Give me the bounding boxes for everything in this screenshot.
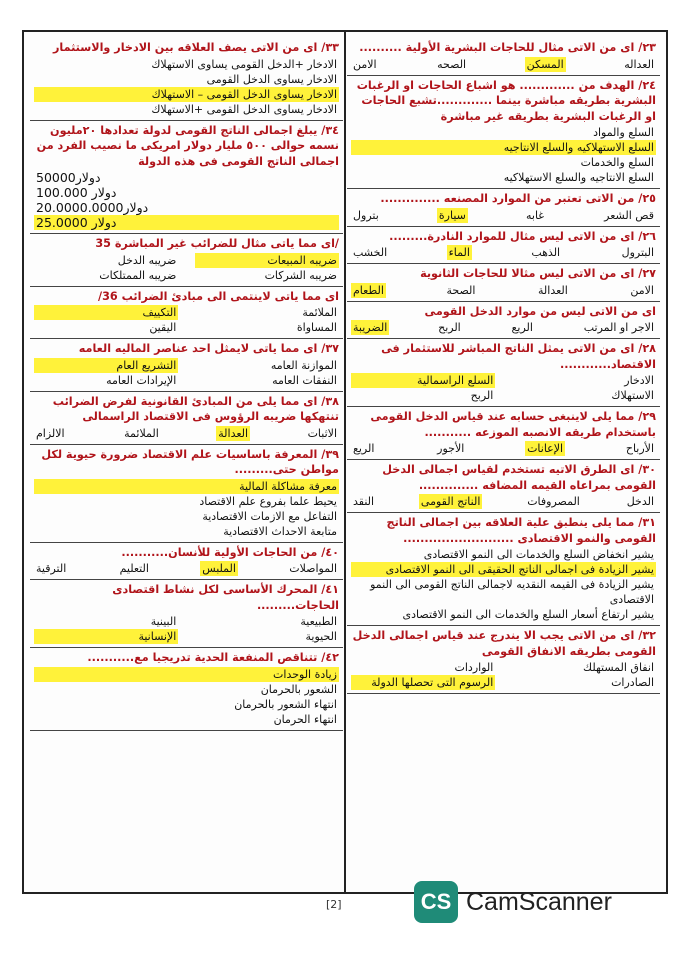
camscanner-watermark — [414, 880, 644, 924]
answer-option: الاثبات — [307, 426, 337, 440]
answer-options — [351, 441, 656, 456]
question-block — [30, 648, 343, 731]
answer-option: الأرباح — [625, 442, 654, 455]
answer-option: الربح — [470, 389, 494, 402]
answer-option: متابعة الاحداث الاقتصادية — [223, 524, 337, 538]
answer-options — [34, 57, 339, 117]
answer-option: الريع — [353, 442, 375, 455]
answer-option: العداله — [624, 57, 654, 71]
correct-answer-option: الناتج القومى — [420, 495, 481, 508]
answer-options — [351, 660, 656, 690]
answer-option: 20.0000.0000دولار — [36, 200, 149, 215]
answer-option: البترول — [621, 246, 654, 259]
answer-option: الريع — [511, 321, 533, 334]
question-text: ٢٤/ الهدف من ............. هو اشباع الحاجات او الرغبات البشرية بطريقه مباشرة بينما .............تشبع الحاجات او الرغبات البشرية بطريقه غير مباشرة — [356, 78, 656, 123]
correct-answer-option: 25.0000 دولار — [34, 215, 339, 230]
answer-option: الشعور بالحرمان — [260, 682, 337, 696]
answer-option: السلع والمواد — [593, 126, 654, 139]
answer-option: الاجر او المرتب — [583, 321, 654, 334]
question-block — [30, 121, 343, 235]
question-text: ٢٥/ من الاتى تعتبر من الموارد المصنعه .............. — [380, 192, 656, 205]
correct-answer-option: الماء — [448, 246, 470, 259]
question-text: ٤١/ المحرك الأساسى لكل نشاط اقتصادى الحاجات......... — [112, 583, 339, 612]
answer-option: التفاعل مع الازمات الاقتصادية — [202, 509, 337, 523]
answer-option: الإيرادات العامه — [106, 373, 177, 387]
answer-options — [351, 208, 656, 223]
question-text: اى من الاتى ليس من موارد الدخل القومى — [424, 304, 656, 318]
answer-option: الحيوية — [305, 630, 337, 643]
answer-option: الخشب — [353, 246, 388, 259]
correct-answer-option: الرسوم التى تحصلها الدولة — [351, 675, 495, 690]
answer-options — [34, 426, 339, 441]
question-block — [30, 543, 343, 581]
answer-option: بترول — [353, 208, 379, 222]
question-block — [347, 189, 660, 227]
answer-option: المساواة — [296, 321, 337, 334]
answer-option: الملائمة — [302, 306, 337, 319]
answer-option: الادخار يساوى الدخل القومى — [206, 72, 337, 86]
question-text: ٢٩/ مما يلى لاينبغى حسابه عند قياس الدخل القومى باستخدام طريقه الانصبه الموزعه ........... — [370, 410, 656, 439]
correct-answer-option: يشير الزيادة فى اجمالى الناتج الحقيقى الى النمو الاقتصادى — [351, 562, 656, 577]
answer-option: التعليم — [119, 562, 149, 575]
answer-option: ضريبه الشركات — [264, 268, 337, 282]
answer-option: غابه — [525, 208, 545, 222]
answer-options — [34, 479, 339, 539]
question-text: ٢٨/ اى من الاتى يمثل الناتج المباشر للاستثمار فى الاقتصاد............ — [381, 342, 656, 371]
answer-options — [34, 614, 339, 644]
answer-option: النقد — [353, 495, 375, 508]
answer-options — [351, 547, 656, 622]
question-block — [347, 76, 660, 190]
answer-option: 50000دولار — [36, 170, 101, 185]
answer-option: البينية — [150, 615, 177, 628]
correct-answer-option: الإنسانية — [34, 629, 178, 644]
camscanner-logo-icon: CS — [414, 881, 458, 923]
answer-option: المصروفات — [527, 495, 580, 508]
answer-options — [34, 253, 339, 283]
question-block — [30, 445, 343, 543]
answer-option: السلع الانتاجيه والسلع الاستهلاكيه — [503, 171, 654, 184]
answer-option: الواردات — [454, 661, 494, 674]
answer-option: السلع والخدمات — [580, 156, 654, 169]
answer-options — [34, 667, 339, 727]
answer-option: الادخار — [624, 374, 654, 387]
answer-options — [351, 494, 656, 509]
answer-options — [34, 561, 339, 576]
answer-option: انتهاء الحرمان — [273, 712, 337, 726]
answer-options — [34, 305, 339, 335]
answer-option: الاستهلاك — [611, 389, 654, 402]
question-text: ٤٢/ تتناقص المنفعة الحدية تدريجيا مع........... — [87, 651, 339, 664]
question-block — [347, 264, 660, 302]
answer-option: الامن — [630, 283, 654, 297]
answer-option: الامن — [353, 57, 377, 71]
question-block — [347, 513, 660, 626]
question-text: اى مما ياتى لاينتمى الى مبادئ الضرائب 36/ — [98, 289, 339, 303]
right-question-column — [347, 38, 660, 886]
exam-page — [22, 30, 668, 894]
correct-answer-option: السلع الراسمالية — [351, 373, 495, 388]
question-block — [347, 626, 660, 694]
correct-answer-option: المسكن — [526, 57, 564, 71]
answer-option: ضريبه الممتلكات — [99, 268, 177, 282]
answer-option: ضريبه الدخل — [117, 253, 177, 267]
answer-options — [351, 320, 656, 335]
answer-options — [351, 245, 656, 260]
question-block — [30, 234, 343, 287]
page-number: [2] — [326, 898, 342, 911]
camscanner-brand-text: CamScanner — [466, 887, 612, 916]
question-block — [347, 38, 660, 76]
answer-option: اليقين — [149, 321, 177, 334]
answer-option: الادخار +الدخل القومى يساوى الاستهلاك — [151, 57, 337, 71]
answer-option: الالزام — [36, 426, 65, 440]
question-text: ٢٦/ اى من الاتى ليس مثال للموارد النادرة......... — [389, 229, 656, 243]
question-block — [30, 287, 343, 340]
answer-options — [34, 170, 339, 230]
correct-answer-option: التكييف — [34, 305, 178, 320]
question-block — [347, 407, 660, 460]
answer-option: الموازنة العامه — [270, 358, 337, 372]
column-divider — [344, 32, 346, 892]
answer-options — [351, 283, 656, 298]
answer-option: الصادرات — [611, 676, 654, 689]
correct-answer-option: الملبس — [202, 562, 236, 575]
answer-option: يشير انخفاض السلع والخدمات الى النمو الاقتصادى — [423, 548, 654, 561]
question-text: ٣١/ مما يلى ينطبق علية العلاقه بين اجمالى الناتج القومى والنمو الاقتصادى .......................... — [386, 516, 656, 545]
question-block — [30, 339, 343, 392]
question-text: ٣٢/ اى من الاتى يجب الا يندرج عند قياس اجمالى الدخل القومى بطريقه الانفاق القومى — [352, 629, 656, 658]
answer-option: الصحه — [437, 57, 467, 71]
correct-answer-option: سيارة — [438, 208, 466, 222]
answer-option: الدخل — [626, 495, 654, 508]
answer-option: الترقية — [36, 562, 67, 575]
answer-option: 100.000 دولار — [36, 185, 117, 200]
answer-option: الذهب — [531, 246, 561, 259]
question-text: /اى مما ياتى مثال للضرائب غير المباشرة 35 — [95, 237, 339, 250]
correct-answer-option: زيادة الوحدات — [34, 667, 339, 682]
correct-answer-option: الإعانات — [527, 442, 564, 455]
question-block — [347, 460, 660, 513]
answer-option: الأجور — [437, 442, 465, 455]
correct-answer-option: معرفة مشاكلة المالية — [34, 479, 339, 494]
question-block — [347, 302, 660, 340]
correct-answer-option: التشريع العام — [34, 358, 178, 373]
correct-answer-option: ضريبه المبيعات — [195, 253, 339, 268]
answer-option: النفقات العامه — [272, 373, 337, 387]
answer-options — [351, 125, 656, 185]
answer-option: الطبيعية — [300, 615, 337, 628]
answer-option: العدالة — [538, 283, 568, 297]
answer-option: الصحة — [446, 283, 476, 297]
answer-options — [34, 358, 339, 388]
left-question-column — [30, 38, 343, 886]
correct-answer-option: الطعام — [353, 283, 384, 297]
answer-options — [351, 373, 656, 403]
question-block — [347, 227, 660, 265]
answer-options — [351, 57, 656, 72]
question-text: ٣٣/ اى من الاتى يصف العلاقه بين الادخار والاستثمار — [52, 41, 339, 54]
answer-option: الملائمة — [124, 426, 159, 440]
answer-option: يحيط علما بفروع علم الاقتصاد — [199, 494, 337, 508]
correct-answer-option: العدالة — [218, 426, 249, 440]
answer-option: قص الشعر — [604, 208, 654, 222]
answer-option: انتهاء الشعور بالحرمان — [234, 697, 337, 711]
answer-option: انفاق المستهلك — [583, 661, 654, 674]
question-text: ٣٠/ اى الطرق الاتيه تستخدم لقياس اجمالى الدخل القومى بمراعاه القيمه المضافه .............. — [382, 463, 656, 492]
question-block — [30, 38, 343, 121]
question-text: ٣٤/ يبلغ اجمالى الناتج القومى لدولة تعدادها ٢٠مليون نسمه حوالى ٥٠٠ مليار دولار امريكى ما نصيب الفرد من اجمالى الناتج القومى فى هذه الدولة — [36, 123, 339, 168]
question-text: ٣٩/ المعرفة باساسيات علم الاقتصاد ضرورة حيوية لكل مواطن حتى......... — [41, 447, 339, 476]
question-text: ٢٣/ اى من الاتى مثال للحاجات البشرية الأولية .......... — [359, 41, 656, 54]
answer-option: يشير ارتفاع أسعار السلع والخدمات الى النمو الاقتصادى — [402, 608, 654, 621]
correct-answer-option: السلع الاستهلاكيه والسلع الانتاجيه — [351, 140, 656, 155]
question-block — [30, 580, 343, 648]
correct-answer-option: الادخار يساوى الدخل القومى – الاستهلاك — [34, 87, 339, 102]
answer-option: الربح — [438, 321, 461, 334]
correct-answer-option: الضريبة — [353, 321, 388, 334]
question-text: ٢٧/ اى من الاتى ليس مثالا للحاجات الثانوية — [420, 267, 656, 280]
question-text: ٤٠/ من الحاجات الأولية للأنسان........... — [121, 545, 339, 559]
question-block — [347, 339, 660, 407]
question-block — [30, 392, 343, 445]
answer-option: يشير الزيادة فى القيمه النقديه لاجمالى الناتج القومى الى النمو الاقتصادى — [370, 578, 654, 606]
answer-option: المواصلات — [289, 562, 337, 575]
question-text: ٣٧/ اى مما ياتى لايمثل احد عناصر الماليه العامه — [78, 342, 339, 355]
question-text: ٣٨/ اى مما يلى من المبادئ القانونية لفرض الضرائب تنتهكها ضريبه الرؤوس فى الاقتصاد الراسمالى — [52, 394, 339, 423]
answer-option: الادخار يساوى الدخل القومى +الاستهلاك — [151, 102, 337, 116]
